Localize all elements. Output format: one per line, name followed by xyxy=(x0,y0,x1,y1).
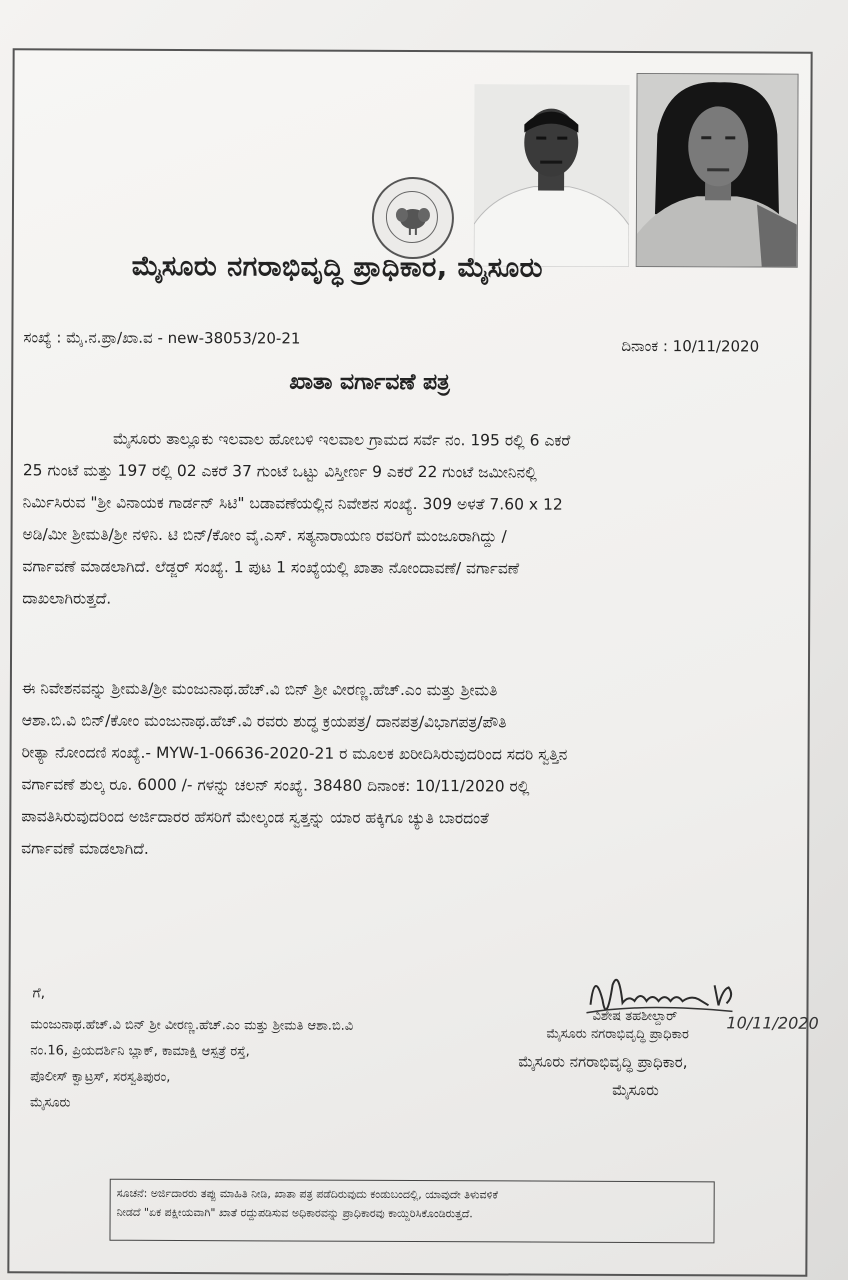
signatory-city: ಮೈಸೂರು xyxy=(612,1080,659,1100)
applicant-photo-female xyxy=(636,73,799,268)
address-line: ಪೊಲೀಸ್ ಕ್ವಾಟ್ರಸ್, ಸರಸ್ವತಿಪುರಂ, xyxy=(30,1069,171,1085)
recipient-address xyxy=(30,1012,353,1117)
signatory-designation: ವಿಶೇಷ ತಹಶೀಲ್ದಾರ್ xyxy=(592,1008,678,1025)
reference-number: ಸಂಖ್ಯೆ : ಮೈ.ನ.ಪ್ರಾ/ಖಾ.ವ - new-38053/20-21 xyxy=(23,328,301,348)
paragraph-line: ಅಡಿ/ಮೀ ಶ್ರೀಮತಿ/ಶ್ರೀ ನಳಿನಿ. ಟಿ ಬಿನ್/ಕೋಂ ವೈ.ಎಸ್. ಸತ್ಯನಾರಾಯಣ ರವರಿಗೆ ಮಂಜೂರಾಗಿದ್ದು / xyxy=(22,525,507,546)
paragraph-line: ವರ್ಗಾವಣೆ ಮಾಡಲಾಗಿದೆ. ಲೆಡ್ಜರ್ ಸಂಖ್ಯೆ. 1 ಪುಟ 1 ಸಂಖ್ಯೆಯಲ್ಲಿ ಖಾತಾ ನೋಂದಾವಣೆ/ ವರ್ಗಾವಣೆ xyxy=(22,557,520,578)
notice-line: ಸೂಚನೆ: ಅರ್ಜಿದಾರರು ತಪ್ಪು ಮಾಹಿತಿ ನೀಡಿ, ಖಾತಾ ಪತ್ರ ಪಡೆದಿರುವುದು ಕಂಡುಬಂದಲ್ಲಿ, ಯಾವುದೇ ತಿಳುವಳಿಕೆ xyxy=(116,1186,498,1202)
paragraph-line: ಈ ನಿವೇಶನವನ್ನು ಶ್ರೀಮತಿ/ಶ್ರೀ ಮಂಜುನಾಥ.ಹೆಚ್.ವಿ ಬಿನ್ ಶ್ರೀ ವೀರಣ್ಣ.ಹೆಚ್.ಎಂ ಮತ್ತು ಶ್ರೀಮತಿ xyxy=(21,679,498,700)
address-line: ಮೈಸೂರು xyxy=(30,1095,71,1111)
paragraph-line: ಪಾವತಿಸಿರುವುದರಿಂದ ಅರ್ಜಿದಾರರ ಹೆಸರಿಗೆ ಮೇಲ್ಕಂಡ ಸ್ವತ್ತನ್ನು ಯಾರ ಹಕ್ಕಿಗೂ ಚ್ಯುತಿ ಬಾರದಂತೆ xyxy=(21,807,489,828)
paragraph-line: ಮೈಸೂರು ತಾಲ್ಲೂಕು ಇಲವಾಲ ಹೋಬಳಿ ಇಲವಾಲ ಗ್ರಾಮದ ಸರ್ವೆ ನಂ. 195 ರಲ್ಲಿ 6 ಎಕರೆ xyxy=(112,429,571,450)
paragraph-line: ವರ್ಗಾವಣೆ ಮಾಡಲಾಗಿದೆ. xyxy=(21,839,149,858)
recipient-salutation: ಗೆ, xyxy=(32,985,46,1002)
paragraph-line: ನಿರ್ಮಿಸಿರುವ "ಶ್ರೀ ವಿನಾಯಕ ಗಾರ್ಡನ್ ಸಿಟಿ" ಬಡಾವಣೆಯಲ್ಲಿನ ನಿವೇಶನ ಸಂಖ್ಯೆ. 309 ಅಳತೆ 7.60 x 12 xyxy=(22,493,563,514)
khata-transfer-document xyxy=(7,48,819,1276)
address-line: ನಂ.16, ಪ್ರಿಯದರ್ಶಿನಿ ಬ್ಲಾಕ್, ಕಾಮಾಕ್ಷಿ ಆಸ್ಪತ್ರೆ ರಸ್ತೆ, xyxy=(30,1043,250,1060)
notice-box xyxy=(109,1179,714,1244)
signatory-block xyxy=(509,964,819,1100)
paragraph-line: ಆಶಾ.ಬಿ.ವಿ ಬಿನ್/ಕೋಂ ಮಂಜುನಾಥ.ಹೆಚ್.ವಿ ರವರು ಶುದ್ಧ ಕ್ರಯಪತ್ರ/ ದಾನಪತ್ರ/ವಿಭಾಗಪತ್ರ/ಪೌತಿ xyxy=(21,711,507,732)
paragraph-line: ದಾಖಲಾಗಿರುತ್ತದೆ. xyxy=(22,589,112,608)
signatory-office: ಮೈಸೂರು ನಗರಾಭಿವೃದ್ಧಿ ಪ್ರಾಧಿಕಾರ xyxy=(546,1026,689,1043)
applicant-photo-male xyxy=(474,84,630,267)
document-title: ಖಾತಾ ವರ್ಗಾವಣೆ ಪತ್ರ xyxy=(289,369,450,396)
paragraph-line: ವರ್ಗಾವಣೆ ಶುಲ್ಕ ರೂ. 6000 /- ಗಳನ್ನು ಚಲನ್ ಸಂಖ್ಯೆ. 38480 ದಿನಾಂಕ: 10/11/2020 ರಲ್ಲಿ xyxy=(21,775,530,796)
paragraph-line: 25 ಗುಂಟೆ ಮತ್ತು 197 ರಲ್ಲಿ 02 ಎಕರೆ 37 ಗುಂಟೆ ಒಟ್ಟು ವಿಸ್ತೀರ್ಣ 9 ಎಕರೆ 22 ಗುಂಟೆ ಜಮೀನಿನಲ್ಲಿ xyxy=(22,461,537,482)
paragraph-transfer-details xyxy=(21,672,798,867)
notice-line: ನೀಡದೆ "ಏಕ ಪಕ್ಷೀಯವಾಗಿ" ಖಾತೆ ರದ್ದುಪಡಿಸುವ ಅಧಿಕಾರವನ್ನು ಪ್ರಾಧಿಕಾರವು ಕಾಯ್ದಿರಿಸಿಕೊಂಡಿರುತ್ತದೆ. xyxy=(116,1205,473,1221)
issue-date: ದಿನಾಂಕ : 10/11/2020 xyxy=(621,336,760,356)
signatory-authority: ಮೈಸೂರು ನಗರಾಭಿವೃದ್ಧಿ ಪ್ರಾಧಿಕಾರ, xyxy=(518,1052,688,1072)
paragraph-line: ರೀತ್ಯಾ ನೋಂದಣಿ ಸಂಖ್ಯೆ.- MYW-1-06636-2020-21 ರ ಮೂಲಕ ಖರೀದಿಸಿರುವುದರಿಂದ ಸದರಿ ಸ್ವತ್ತಿನ xyxy=(21,743,568,764)
authority-title: ಮೈಸೂರು ನಗರಾಭಿವೃದ್ಧಿ ಪ್ರಾಧಿಕಾರ, ಮೈಸೂರು xyxy=(131,250,544,284)
address-line: ಮಂಜುನಾಥ.ಹೆಚ್.ವಿ ಬಿನ್ ಶ್ರೀ ವೀರಣ್ಣ.ಹೆಚ್.ಎಂ ಮತ್ತು ಶ್ರೀಮತಿ ಆಶಾ.ಬಿ.ವಿ xyxy=(30,1017,354,1034)
handwritten-date: 10/11/2020 xyxy=(726,1013,819,1033)
paragraph-property-details xyxy=(22,422,799,617)
mda-emblem-logo xyxy=(372,177,454,259)
